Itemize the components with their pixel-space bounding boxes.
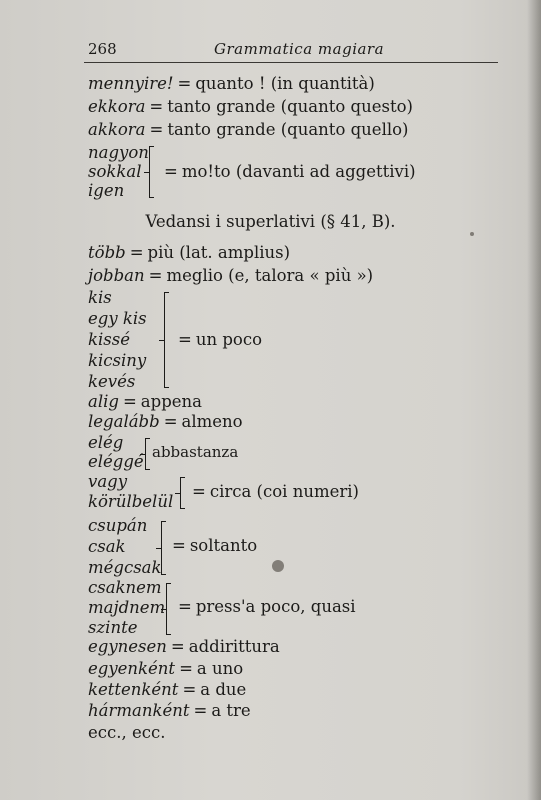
paper-stain <box>272 560 284 572</box>
entry-row <box>88 120 409 139</box>
group-term: igen <box>88 181 125 200</box>
equals-sign: = <box>177 74 192 93</box>
group-meaning: circa (coi numeri) <box>209 482 359 501</box>
brace <box>149 146 154 198</box>
entry-row <box>88 701 251 720</box>
entry-meaning: almeno <box>181 412 243 431</box>
group-term: kevés <box>88 372 136 391</box>
group-term: csak <box>88 537 126 556</box>
group-term: körülbelül <box>88 492 174 511</box>
equals-sign: = <box>178 330 192 349</box>
header-rule <box>84 62 498 63</box>
entry-term: hármanként <box>88 701 190 720</box>
entry-meaning: addirittura <box>188 637 280 656</box>
note-superlativi: Vedansi i superlativi (§ 41, B). <box>145 212 396 231</box>
group-meaning-line <box>174 330 262 349</box>
group-term: szinte <box>88 618 138 637</box>
entry-meaning: a uno <box>196 659 244 678</box>
entry-term: jobban <box>88 266 145 285</box>
group-meaning-line <box>188 482 359 501</box>
entry-term: egyenként <box>88 659 176 678</box>
equals-sign: = <box>164 162 178 181</box>
group-term: vagy <box>88 472 128 491</box>
equals-sign: = <box>170 637 185 656</box>
brace <box>166 583 171 635</box>
entry-meaning: meglio (e, talora « più ») <box>166 266 374 285</box>
brace <box>161 521 166 575</box>
group-meaning: press'a poco, quasi <box>195 597 356 616</box>
group-meaning-line <box>160 162 416 181</box>
equals-sign: = <box>163 412 178 431</box>
entry-meaning: tanto grande (quanto quello) <box>167 120 409 139</box>
entry-row <box>88 74 375 93</box>
group-term: egy kis <box>88 309 147 328</box>
brace <box>164 292 169 388</box>
entry-meaning: appena <box>140 392 202 411</box>
equals-sign: = <box>178 597 192 616</box>
brace <box>180 477 185 509</box>
group-term: sokkal <box>88 162 142 181</box>
equals-sign: = <box>172 536 186 555</box>
group-meaning: abbastanza <box>152 443 239 461</box>
entry-term: ekkora <box>88 97 146 116</box>
entry-meaning: quanto ! (in quantità) <box>195 74 375 93</box>
equals-sign: = <box>148 266 163 285</box>
running-title: Grammatica magiara <box>214 40 385 58</box>
entry-row <box>88 392 202 411</box>
entry-meaning: tanto grande (quanto questo) <box>167 97 413 116</box>
entry-row <box>88 412 243 431</box>
equals-sign: = <box>149 120 164 139</box>
group-term: mégcsak <box>88 558 162 577</box>
equals-sign: = <box>129 243 144 262</box>
equals-sign: = <box>179 659 193 678</box>
ending-text: ecc., ecc. <box>88 723 166 742</box>
brace <box>145 438 150 470</box>
group-meaning-line <box>174 597 356 616</box>
group-meaning-line <box>168 536 257 555</box>
group-meaning: soltanto <box>189 536 258 555</box>
entry-meaning: più (lat. amplius) <box>147 243 291 262</box>
entry-term: egynesen <box>88 637 167 656</box>
group-meaning: mo!to (davanti ad aggettivi) <box>181 162 416 181</box>
page-number: 268 <box>88 40 117 58</box>
group-term: majdnem <box>88 598 166 617</box>
entry-row <box>88 637 280 656</box>
entry-row <box>88 266 373 285</box>
entry-term: akkora <box>88 120 146 139</box>
entry-meaning: a due <box>200 680 247 699</box>
page-header <box>0 40 541 60</box>
entry-row <box>88 97 413 116</box>
entry-row <box>88 659 243 678</box>
equals-sign: = <box>122 392 137 411</box>
entry-row <box>88 243 290 262</box>
equals-sign: = <box>149 97 164 116</box>
group-term: eléggé <box>88 452 144 471</box>
entry-term: mennyire! <box>88 74 174 93</box>
group-term: csaknem <box>88 578 162 597</box>
group-term: nagyon <box>88 143 149 162</box>
entry-term: alig <box>88 392 119 411</box>
group-term: kicsiny <box>88 351 147 370</box>
equals-sign: = <box>192 482 206 501</box>
entry-meaning: a tre <box>211 701 251 720</box>
equals-sign: = <box>182 680 197 699</box>
entry-row <box>88 680 246 699</box>
group-meaning: un poco <box>195 330 262 349</box>
group-term: csupán <box>88 516 148 535</box>
group-term: elég <box>88 433 124 452</box>
paper-speck <box>470 232 474 236</box>
group-term: kis <box>88 288 112 307</box>
entry-term: legalább <box>88 412 160 431</box>
group-term: kissé <box>88 330 130 349</box>
entry-term: több <box>88 243 126 262</box>
entry-term: kettenként <box>88 680 179 699</box>
page-edge-shadow <box>527 0 541 800</box>
equals-sign: = <box>193 701 208 720</box>
